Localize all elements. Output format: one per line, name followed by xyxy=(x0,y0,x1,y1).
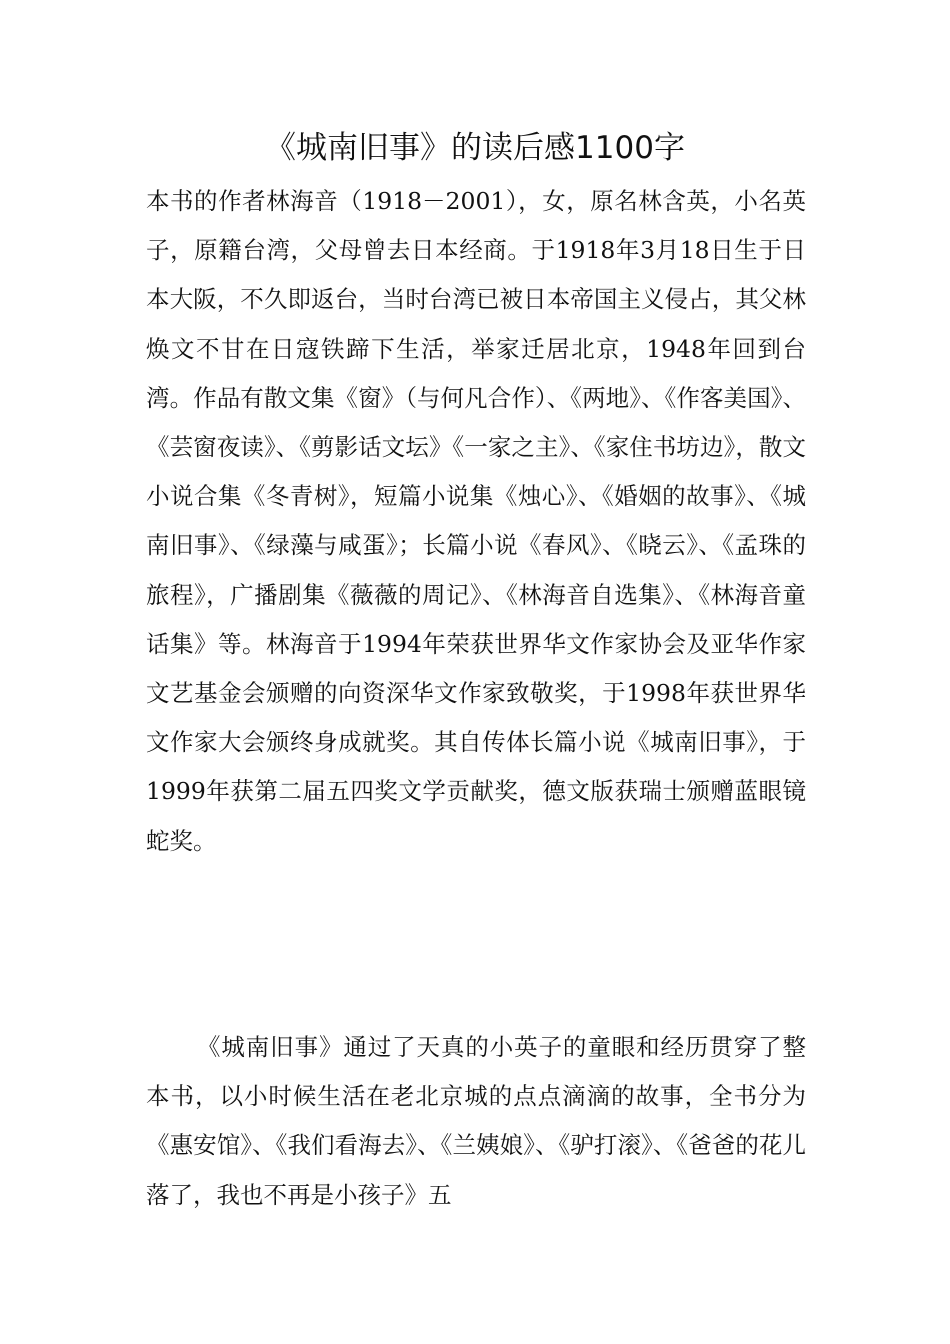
document-title: 《城南旧事》的读后感1100字 xyxy=(265,130,685,166)
paragraph-book-summary: 《城南旧事》通过了天真的小英子的童眼和经历贯穿了整本书，以小时候生活在老北京城的点点滴滴的故事，全书分为《惠安馆》、《我们看海去》、《兰姨娘》、《驴打滚》、《爸爸的花儿落了，我也不再是小孩子》五 xyxy=(146,1033,806,1209)
paragraph-author-bio: 本书的作者林海音（1918－2001），女，原名林含英，小名英子，原籍台湾，父母曾去日本经商。于1918年3月18日生于日本大阪，不久即返台，当时台湾已被日本帝国主义侵占，其父林焕文不甘在日寇铁蹄下生活，举家迁居北京，1948年回到台湾。作品有散文集《窗》（与何凡合作）、《两地》、《作客美国》、《芸窗夜读》、《剪影话文坛》《一家之主》、《家住书坊边》，散文小说合集《冬青树》，短篇小说集《烛心》、《婚姻的故事》、《城南旧事》、《绿藻与咸蛋》；长篇小说《春风》、《晓云》、《孟珠的旅程》，广播剧集《薇薇的周记》、《林海音自选集》、《林海音童话集》等。林海音于1994年荣获世界华文作家协会及亚华作家文艺基金会颁赠的向资深华文作家致敬奖，于1998年获世界华文作家大会颁终身成就奖。其自传体长篇小说《城南旧事》，于1999年获第二届五四奖文学贡献奖，德文版获瑞士颁赠蓝眼镜蛇奖。 xyxy=(146,187,806,855)
